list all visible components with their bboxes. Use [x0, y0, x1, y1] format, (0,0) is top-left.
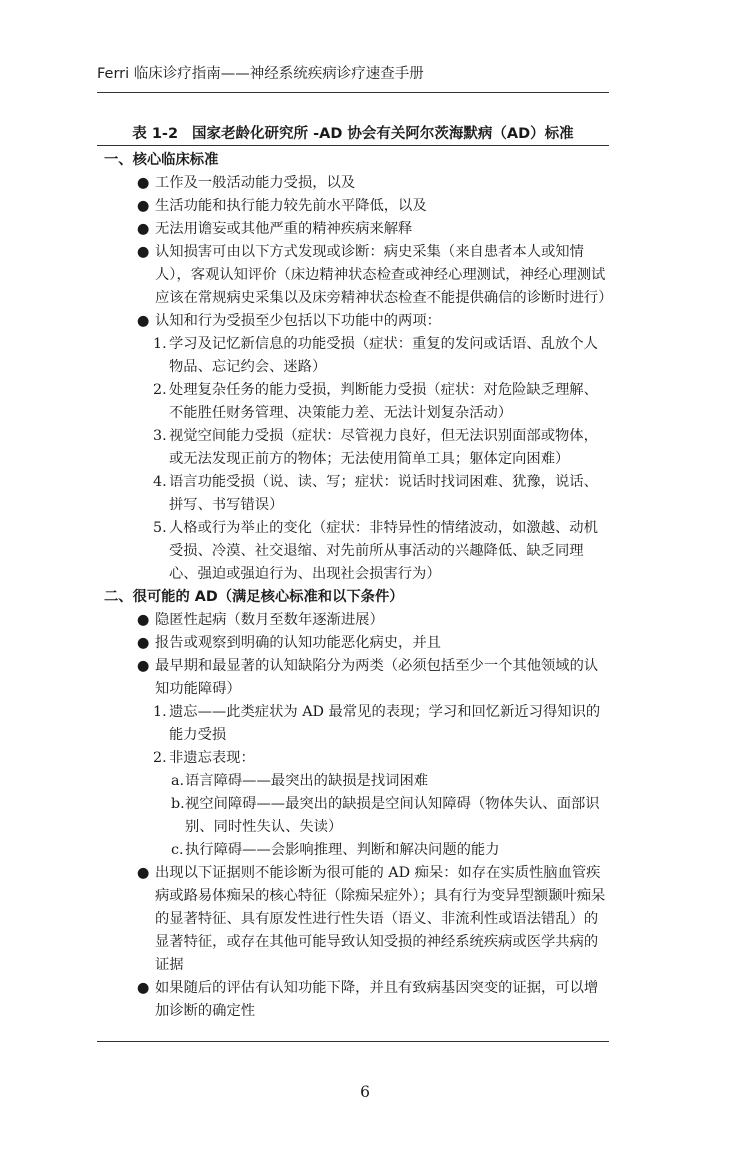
- running-header: Ferri 临床诊疗指南——神经系统疾病诊疗速查手册: [97, 66, 424, 82]
- table-bottom-rule: [97, 1041, 609, 1042]
- list-item: ● 隐匿性起病（数月至数年逐渐进展）: [97, 609, 609, 632]
- list-item: ● 如果随后的评估有认知功能下降，并且有致病基因突变的证据，可以增加诊断的确定性: [97, 977, 609, 1023]
- numbered-item: 1. 遗忘——此类症状为 AD 最常见的表现；学习和回忆新近习得知识的能力受损: [153, 704, 601, 743]
- list-item: ● 生活功能和执行能力较先前水平降低，以及: [97, 195, 609, 218]
- list-item: ● 工作及一般活动能力受损，以及: [97, 172, 609, 195]
- list-item: ● 最早期和最显著的认知缺陷分为两类（必须包括至少一个其他领域的认知功能障碍）: [97, 655, 609, 701]
- numbered-item: 2. 处理复杂任务的能力受损，判断能力受损（症状：对危险缺乏理解、不能胜任财务管理、决策能力差、无法计划复杂活动）: [153, 382, 598, 421]
- table-title: [97, 122, 609, 143]
- bullet-icon: ●: [137, 635, 150, 651]
- header-rule: [97, 92, 609, 93]
- bullet-icon: ●: [137, 175, 150, 191]
- bullet-icon: ●: [137, 244, 150, 260]
- list-item: ● 认知和行为受损至少包括以下功能中的两项：: [97, 310, 609, 333]
- lettered-item: b. 视空间障碍——最突出的缺损是空间认知障碍（物体失认、面部识别、同时性失认、失读）: [171, 796, 600, 835]
- page-number: 6: [360, 1083, 370, 1101]
- list-item: ● 无法用谵妄或其他严重的精神疾病来解释: [97, 218, 609, 241]
- lettered-item: c. 执行障碍——会影响推理、判断和解决问题的能力: [171, 842, 500, 858]
- numbered-item: 2. 非遗忘表现：: [153, 750, 255, 766]
- numbered-item: 4. 语言功能受损（说、读、写；症状：说话时找词困难、犹豫，说话、拼写、书写错误）: [153, 474, 598, 513]
- section-heading-probable-ad: 二、很可能的 AD（满足核心标准和以下条件）: [104, 589, 404, 605]
- numbered-item: 1. 学习及记忆新信息的功能受损（症状：重复的发问或话语、乱放个人物品、忘记约会、迷路）: [153, 336, 598, 375]
- bullet-icon: ●: [137, 980, 150, 996]
- bullet-icon: ●: [137, 313, 150, 329]
- bullet-icon: ●: [137, 658, 150, 674]
- table-number: 表 1-2: [132, 126, 179, 142]
- bullet-icon: ●: [137, 612, 150, 628]
- list-item: ● 出现以下证据则不能诊断为很可能的 AD 痴呆：如存在实质性脑血管疾病或路易体痴呆的核心特征（除痴呆症外）；具有行为变异型额颞叶痴呆的显著特征、具有原发性进行性失语（语义、非流利性或语法错乱）的显著特征，或存在其他可能导致认知受损的神经系统疾病或医学共病的证据: [97, 862, 609, 977]
- bullet-icon: ●: [137, 221, 150, 237]
- list-item: ● 认知损害可由以下方式发现或诊断：病史采集（来自患者本人或知情人），客观认知评价（床边精神状态检查或神经心理测试，神经心理测试应该在常规病史采集以及床旁精神状态检查不能提供确信的诊断时进行）: [97, 241, 609, 310]
- table-top-rule: [97, 145, 609, 146]
- list-item: ● 报告或观察到明确的认知功能恶化病史，并且: [97, 632, 609, 655]
- numbered-item: 3. 视觉空间能力受损（症状：尽管视力良好，但无法识别面部或物体，或无法发现正前方的物体；无法使用简单工具；躯体定向困难）: [153, 428, 598, 467]
- numbered-item: 5. 人格或行为举止的变化（症状：非特异性的情绪波动，如激越、动机受损、冷漠、社交退缩、对先前所从事活动的兴趣降低、缺乏同理心、强迫或强迫行为、出现社会损害行为）: [153, 520, 598, 582]
- section-heading-core-criteria: 一、核心临床标准: [104, 152, 219, 168]
- table-body: [97, 149, 613, 1023]
- lettered-item: a. 语言障碍——最突出的缺损是找词困难: [171, 773, 429, 789]
- bullet-icon: ●: [137, 198, 150, 214]
- bullet-icon: ●: [137, 865, 150, 881]
- table-caption: 国家老龄化研究所 -AD 协会有关阿尔茨海默病（AD）标准: [192, 126, 574, 142]
